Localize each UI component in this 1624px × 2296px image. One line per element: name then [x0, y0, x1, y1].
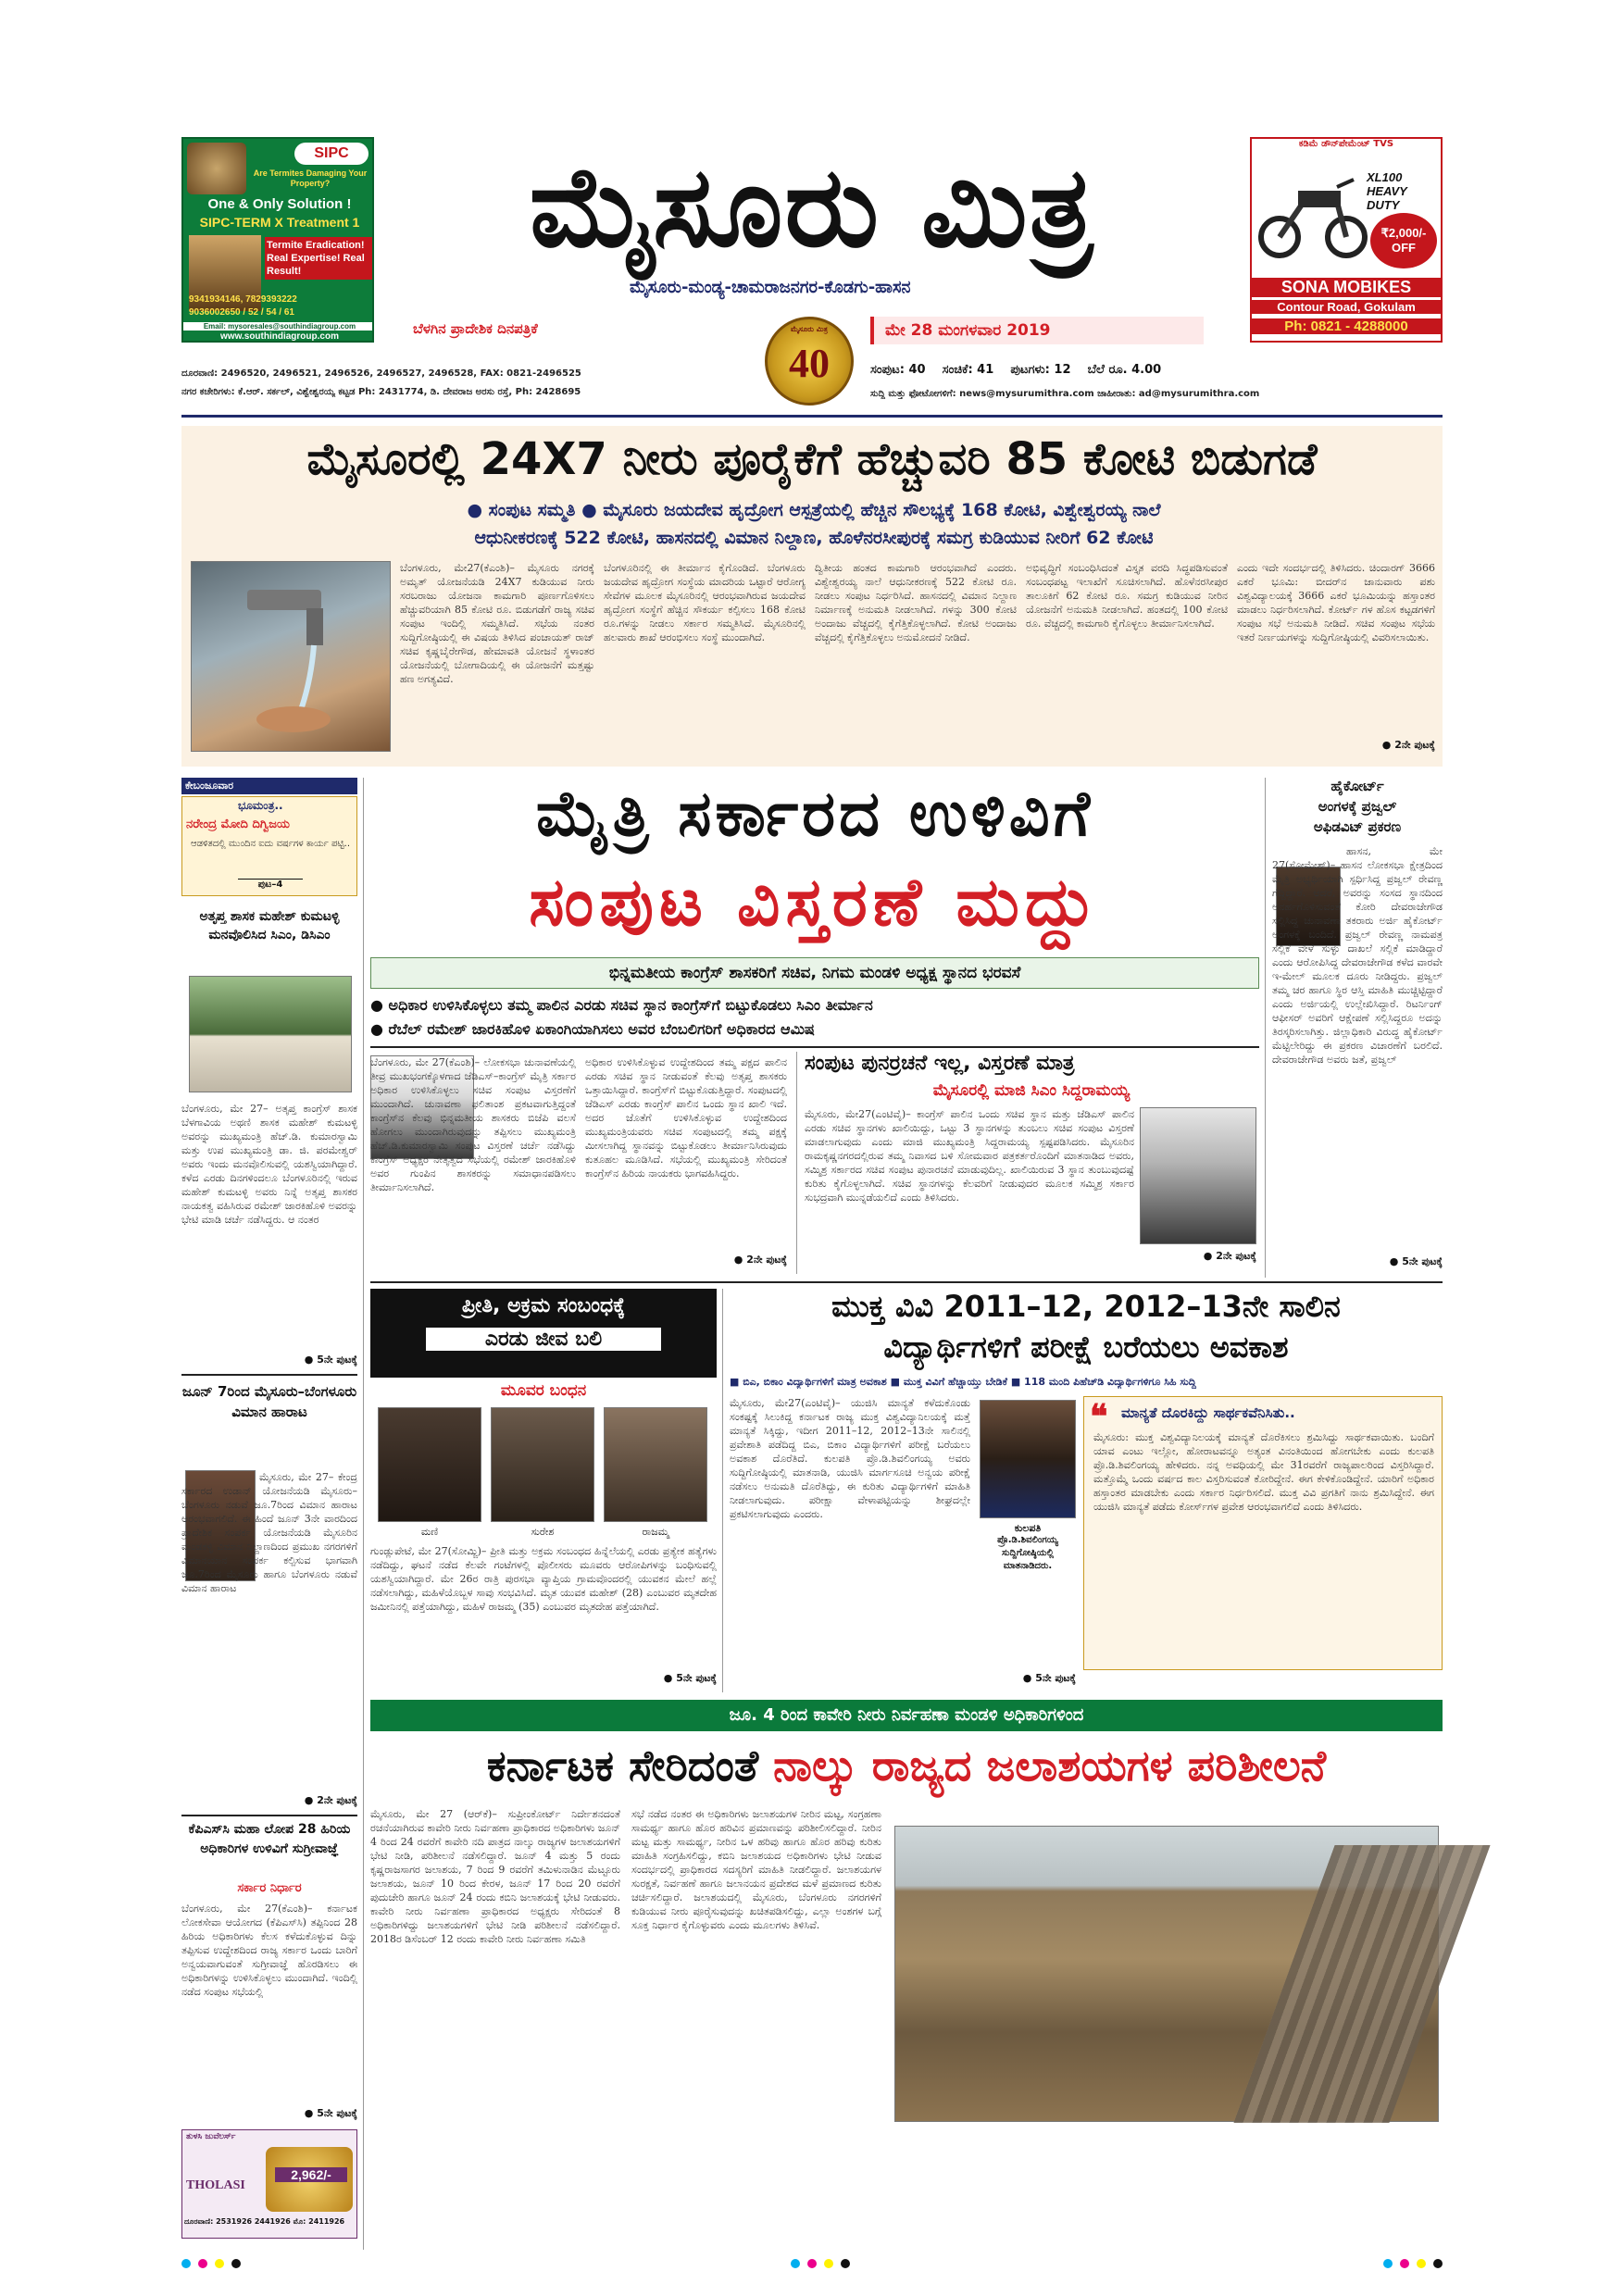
exam-headline-2: ವಿದ್ಯಾರ್ಥಿಗಳಿಗೆ ಪರೀಕ್ಷೆ ಬರೆಯಲು ಅವಕಾಶ [883, 1329, 1289, 1365]
prajwal-continued[interactable]: ● 5ನೇ ಪುಟಕ್ಕೆ [1389, 1255, 1443, 1267]
sidebar-story2-title: ಜೂನ್ 7ರಿಂದ ಮೈಸೂರು–ಬೆಂಗಳೂರು ವಿಮಾನ ಹಾರಾಟ [181, 1383, 357, 1420]
quote-mark-icon: ❝ [1090, 1397, 1108, 1436]
masthead-rule [181, 415, 1443, 418]
ad-sipc-email: Email: mysoresales@southindiagroup.com [183, 322, 374, 331]
prajwal-kicker-2: ಅಂಗಳಕ್ಕೆ ಪ್ರಜ್ವಲ್ [1318, 798, 1397, 815]
registration-dot-icon [1400, 2259, 1409, 2268]
siddaramaiah-photo [1140, 1107, 1256, 1244]
main-headline-1: ಮೈತ್ರಿ ಸರ್ಕಾರದ ಉಳಿವಿಗೆ [535, 778, 1094, 851]
ad-sona-top: ಕಡಿಮೆ ಡೌನ್‌ಪೇಮೆಂಟ್ TVS [1252, 139, 1441, 149]
crime-vertical-rule [722, 1289, 723, 1692]
siddaramaiah-title: ಸಂಪುಟ ಪುನರ್ರಚನೆ ಇಲ್ಲ, ವಿಸ್ತರಣೆ ಮಾತ್ರ [805, 1052, 1075, 1075]
issue-date: ಮೇ 28 ಮಂಗಳವಾರ 2019 [885, 321, 1051, 340]
prajwal-kicker-3: ಅಫಿಡವಿಟ್ ಪ್ರಕರಣ [1313, 818, 1402, 835]
volume: ಸಂಪುಟ: 40 [870, 363, 926, 377]
crime-photo-3 [604, 1407, 707, 1522]
crime-headline-1: ಪ್ರೀತಿ, ಅಕ್ರಮ ಸಂಬಂಧಕ್ಕೆ [461, 1294, 626, 1317]
sidebar-story3-title: ಕೆಪಿಎಸ್‌ಸಿ ಮಹಾ ಲೋಪ 28 ಹಿರಿಯ ಅಧಿಕಾರಿಗಳ ಉಳಿವಿಗೆ ಸುಗ್ರೀವಾಜ್ಞೆ [188, 1822, 351, 1856]
exam-story [730, 1289, 1443, 1692]
masthead-regions: ಮೈಸೂರು-ಮಂಡ್ಯ-ಚಾಮರಾಜನಗರ-ಕೊಡಗು-ಹಾಸನ [630, 278, 911, 297]
lead-col-3: ದ್ವಿತೀಯ ಹಂತದ ಕಾಮಗಾರಿ ಆರಂಭವಾಗಿದೆ ಎಂದರು. ವಿಶ್ವೇಶ್ವರಯ್ಯ ನಾಲೆ ಆಧುನೀಕರಣಕ್ಕೆ 522 ಕೋಟಿ ರೂ. ನೀಡಲು ಸಂಪುಟ ನಿರ್ಧರಿಸಿದೆ. ಹಾಸನದಲ್ಲಿ ವಿಮಾನ ನಿಲ್ದಾಣ ನಿರ್ಮಾಣಕ್ಕೆ ಅನುಮತಿ ನೀಡಲಾಗಿದೆ. ಗಳನ್ನು 300 ಕೋಟಿ ಅಂದಾಜು ವೆಚ್ಚದಲ್ಲಿ ಕೈಗೆತ್ತಿಕೊಳ್ಳಲಾಗಿದೆ. ಕೋಟಿ ಅಂದಾಜು ವೆಚ್ಚದಲ್ಲಿ ಕೈಗೆತ್ತಿಕೊಳ್ಳಲು ಅನುಮೋದನೆ ನೀಡಿದೆ. [815, 562, 1017, 643]
dry-reservoir-photo [894, 1826, 1439, 2122]
kaveri-body-1: ಮೈಸೂರು, ಮೇ 27 (ಆರ್‌ಕೆ)– ಸುಪ್ರೀಂಕೋರ್ಟ್ ನಿರ್ದೇಶನದಂತೆ ರಚನೆಯಾಗಿರುವ ಕಾವೇರಿ ನೀರು ನಿರ್ವಹಣಾ ಪ್ರಾಧಿಕಾರದ ಅಧಿಕಾರಿಗಳು ಜೂನ್ 4 ರಿಂದ 24 ರವರೆಗೆ ಕಾವೇರಿ ನದಿ ಪಾತ್ರದ ನಾಲ್ಕು ರಾಜ್ಯಗಳ ಜಲಾಶಯಗಳಿಗೆ ಭೇಟಿ ನೀಡಿ, ಪರಿಶೀಲನೆ ನಡೆಸಲಿದ್ದಾರೆ. ಜೂನ್ 4 ಮತ್ತು 5 ರಂದು ಕೃಷ್ಣರಾಜಸಾಗರ ಜಲಾಶಯ, 7 ರಿಂದ 9 ರವರೆಗೆ ತಮಿಳುನಾಡಿನ ಮೆಟ್ಟೂರು ಜಲಾಶಯ, ಜೂನ್ 10 ರಿಂದ ಕೇರಳ, ಜೂನ್ 17 ರಿಂದ 20 ರವರೆಗೆ ಪುದುಚೇರಿ ಹಾಗೂ ಜೂನ್ 24 ರಂದು ಕಬಿನಿ ಜಲಾಶಯಕ್ಕೆ ಭೇಟಿ ನೀಡುವರು. ಕಾವೇರಿ ನೀರು ನಿರ್ವಹಣಾ ಪ್ರಾಧಿಕಾರದ ಅಧ್ಯಕ್ಷರು ಸೇರಿದಂತೆ 8 ಅಧಿಕಾರಿಗಳಿದ್ದು ಜಲಾಶಯಗಳಿಗೆ ಭೇಟಿ ನೀಡಿ ಪರಿಶೀಲನೆ ನಡೆಸಲಿದ್ದಾರೆ. 2018ರ ಡಿಸೆಂಬರ್ 12 ರಂದು ಕಾವೇರಿ ನೀರು ನಿರ್ವಹಣಾ ಸಮಿತಿ [370, 1808, 620, 1945]
main-bullet-rule [370, 1046, 1259, 1048]
ad-sona-mobikes[interactable] [1250, 137, 1443, 343]
exam-vc-caption-1: ಕುಲಪತಿ [1014, 1522, 1042, 1534]
kaveri-headline [370, 1741, 1443, 1792]
sidebar-column-name: ಭೂಮಂತ್ರ.. [238, 799, 283, 812]
water-tap-icon [229, 580, 358, 738]
crime-headline-2: ಎರಡು ಜೀವ ಬಲಿ [426, 1328, 661, 1351]
sidebar-feature[interactable] [181, 796, 357, 896]
ad-sona-phone: Ph: 0821 - 4288000 [1252, 318, 1441, 334]
prajwal-body: ಹಾಸನ, ಮೇ 27(ಸೋಮೇಶ್)– ಹಾಸನ ಲೋಕಸಭಾ ಕ್ಷೇತ್ರದಿಂದ ಮೈತ್ರಿ ಅಭ್ಯರ್ಥಿಯಾಗಿ ಸ್ಪರ್ಧಿಸಿದ್ದ ಪ್ರಜ್ವಲ್ ರೇವಣ್ಣ ಗೆದ್ದಿದ್ದಾರೆ. ಆದರೆ, ಅವರನ್ನು ಸಂಸದ ಸ್ಥಾನದಿಂದ ಅನರ್ಹಗೊಳಿಸುವಂತೆ ಕೋರಿ ದೇವರಾಜೇಗೌಡ ಸಲ್ಲಿಸಿದ್ದ ಚುನಾವಣಾ ತಕರಾರು ಅರ್ಜಿ ಹೈಕೋರ್ಟ್ ಅಂಗಳಕ್ಕೆ ಬಂದಿದೆ. ಪ್ರಜ್ವಲ್ ರೇವಣ್ಣ ನಾಮಪತ್ರ ಸಲ್ಲಿಕೆ ವೇಳೆ ಸುಳ್ಳು ದಾಖಲೆ ಸಲ್ಲಿಕೆ ಮಾಡಿದ್ದಾರೆ ಎಂದು ಆರೋಪಿಸಿದ್ದ ದೇವರಾಜೇಗೌಡ ಕಳೆದ ವಾರವೇ ಇ-ಮೇಲ್ ಮೂಲಕ ದೂರು ನೀಡಿದ್ದರು. ಪ್ರಜ್ವಲ್ ತಮ್ಮ ಚರ ಹಾಗೂ ಸ್ಥಿರ ಆಸ್ತಿ ಮಾಹಿತಿ ಮುಚ್ಚಿಟ್ಟಿದ್ದಾರೆ ಎಂದು ಅರ್ಜಿಯಲ್ಲಿ ಉಲ್ಲೇಖಿಸಿದ್ದಾರೆ. ರಿಟರ್ನಿಂಗ್ ಆಫೀಸರ್ ಅವರಿಗೆ ಆಕ್ಷೇಪಣೆ ಸಲ್ಲಿಸಿದ್ದರೂ ಅದನ್ನು ತಿರಸ್ಕರಿಸಲಾಗಿತ್ತು. ಜಿಲ್ಲಾಧಿಕಾರಿ ವಿರುದ್ಧ ಹೈಕೋರ್ಟ್ ಮೆಟ್ಟಿಲೇರಿದ್ದು ಈ ಪ್ರಕರಣ ವಿಚಾರಣೆಗೆ ಬರಲಿದೆ. ದೇವರಾಜೇಗೌಡ ಅವರು ಜತೆ, ಪ್ರಜ್ವಲ್ [1272, 845, 1443, 1066]
sidebar-story2-continued[interactable]: ● 2ನೇ ಪುಟಕ್ಕೆ [304, 1794, 357, 1806]
main-headline-2: ಸಂಪುಟ ವಿಸ್ತರಣೆ ಮದ್ದು [529, 863, 1101, 941]
ad-sona-offer: ₹2,000/- OFF [1370, 213, 1437, 268]
ad-tholasi-name: THOLASI [186, 2178, 245, 2192]
lead-col-1: ಬೆಂಗಳೂರು, ಮೇ27(ಕೆಎಂಶಿ)– ಮೈಸೂರು ನಗರಕ್ಕೆ ಅಮೃತ್ ಯೋಜನೆಯಡಿ 24X7 ಕುಡಿಯುವ ನೀರು ಸರಬರಾಜು ಯೋಜನಾ ಕಾಮಗಾರಿ ಪೂರ್ಣಗೊಳಿಸಲು ಹೆಚ್ಚುವರಿಯಾಗಿ 85 ಕೋಟಿ ರೂ. ಬಿಡುಗಡೆಗೆ ರಾಜ್ಯ ಸಚಿವ ಸಂಪುಟ ಇಂದಿಲ್ಲಿ ಸಮ್ಮತಿಸಿದೆ. ಸಭೆಯ ನಂತರ ಸುದ್ದಿಗೋಷ್ಠಿಯಲ್ಲಿ ಈ ವಿಷಯ ತಿಳಿಸಿದ ಪಂಚಾಯತ್ ರಾಜ್ ಸಚಿವ ಕೃಷ್ಣಬೈರೇಗೌಡ, ಹೇಮಾವತಿ ಯೋಜನೆ ಸ್ಥಳಾಂತರ ಯೋಜನೆಯಲ್ಲಿ ಬೋಗಾದಿಯಲ್ಲಿ ಈ ಯೋಜನೆಗೆ ಮತ್ತಷ್ಟು ಹಣ ಅಗತ್ಯವಿದೆ. [400, 562, 594, 685]
sidebar-feature-title: ನರೇಂದ್ರ ಮೋದಿ ದಿಗ್ವಿಜಯ [186, 817, 290, 831]
left-sidebar [181, 778, 357, 2250]
ad-sipc-phone1: 9341934146, 7829393222 [189, 294, 297, 305]
sidebar-story1-photo [189, 976, 352, 1092]
lead-subhead-2: ಆಧುನೀಕರಣಕ್ಕೆ 522 ಕೋಟಿ, ಹಾಸನದಲ್ಲಿ ವಿಮಾನ ನಿಲ್ದಾಣ, ಹೊಳೆನರಸೀಪುರಕ್ಕೆ ಸಮಗ್ರ ಕುಡಿಯುವ ನೀರಿಗೆ 62 ಕೋಟಿ [474, 528, 1154, 548]
main-body-2: ಅಧಿಕಾರ ಉಳಿಸಿಕೊಳ್ಳುವ ಉದ್ದೇಶದಿಂದ ತಮ್ಮ ಪಕ್ಷದ ಪಾಲಿನ ಎರಡು ಸಚಿವ ಸ್ಥಾನ ನೀಡುವಂತೆ ಕೆಲವು ಅತೃಪ್ತ ಶಾಸಕರು ಒತ್ತಾಯಿಸಿದ್ದಾರೆ. ಕಾಂಗ್ರೆಸ್‌ಗೆ ಬಿಟ್ಟುಕೊಡುತ್ತಿದ್ದಾರೆ. ಸಂಪುಟದಲ್ಲಿ ಜೆಡಿಎಸ್ ಎರಡು ಕಾಂಗ್ರೆಸ್ ಪಾಲಿನ ಒಂದು ಸ್ಥಾನ ಖಾಲಿ ಇದೆ. ಅದರ ಜೊತೆಗೆ ಉಳಿಸಿಕೊಳ್ಳುವ ಉದ್ದೇಶದಿಂದ ಮುಖ್ಯಮಂತ್ರಿಯವರು ಸಚಿವ ಸಂಪುಟದಲ್ಲಿ ತಮ್ಮ ಪಕ್ಷಕ್ಕೆ ಮೀಸಲಾಗಿದ್ದ ಸ್ಥಾನವನ್ನು ಬಿಟ್ಟುಕೊಡಲು ತೀರ್ಮಾನಿಸಿರುವುದು ಕುತೂಹಲ ಮೂಡಿಸಿದೆ. ಸಭೆಯಲ್ಲಿ ಮುಖ್ಯಮಂತ್ರಿ ಸೇರಿದಂತೆ ಕಾಂಗ್ರೆಸ್‌ನ ಹಿರಿಯ ನಾಯಕರು ಭಾಗವಹಿಸಿದ್ದರು. [585, 1056, 787, 1179]
masthead [0, 0, 1624, 435]
volume-line [870, 363, 1426, 377]
ad-sona-shop: SONA MOBIKES [1252, 278, 1441, 297]
prajwal-kicker-1: ಹೈಕೋರ್ಟ್ [1330, 778, 1384, 794]
crime-caption-1: ಮಣಿ [420, 1526, 439, 1538]
ad-sipc-line1: Are Termites Damaging Your Property? [253, 168, 368, 188]
crime-story [370, 1289, 717, 1692]
prajwal-story [1272, 778, 1443, 1278]
ad-sipc-line3: SIPC-TERM X Treatment 1 [199, 215, 360, 230]
lead-continued[interactable]: ● 2ನೇ ಪುಟಕ್ಕೆ [1381, 739, 1435, 751]
lead-col-5: ಎಂದು ಇದೇ ಸಂದರ್ಭದಲ್ಲಿ ತಿಳಿಸಿದರು. ಚಿಂದಾರಗ್ 3666 ಎಕರೆ ಭೂಮಿ: ಬೀದರ್‌ನ ಜಾನುವಾರು ಪಶು ವಿಶ್ವವಿದ್ಯಾಲಯಕ್ಕೆ 3666 ಎಕರೆ ಭೂಮಿಯನ್ನು ಹಸ್ತಾಂತರ ಮಾಡಲು ನಿರ್ಧರಿಸಲಾಗಿದೆ. ಕೋರ್ಟ್ ಗಳ ಹೊಸ ಕಟ್ಟಡಗಳಿಗೆ ಸಂಪುಟ ಸಭೆ ಅನುಮತಿ ನೀಡಿದೆ. ಸಚಿವ ಸಂಪುಟ ಸಭೆಯ ಇತರೆ ನಿರ್ಣಯಗಳನ್ನು ಸುದ್ದಿಗೋಷ್ಠಿಯಲ್ಲಿ ವಿವರಿಸಲಾಯಿತು. [1237, 562, 1435, 643]
registration-dot-icon [231, 2259, 241, 2268]
ad-tholasi-offer: 2,962/- [275, 2167, 347, 2182]
kaveri-body-2: ಸಭೆ ನಡೆದ ನಂತರ ಈ ಅಧಿಕಾರಿಗಳು ಜಲಾಶಯಗಳ ನೀರಿನ ಮಟ್ಟ, ಸಂಗ್ರಹಣಾ ಸಾಮರ್ಥ್ಯ ಹಾಗೂ ಹೊರ ಹರಿವಿನ ಪ್ರಮಾಣವನ್ನು ಪರಿಶೀಲಿಸಲಿದ್ದಾರೆ. ನೀರಿನ ಮಟ್ಟ ಮತ್ತು ಸಾಮರ್ಥ್ಯ, ನೀರಿನ ಒಳ ಹರಿವು ಹಾಗೂ ಹೊರ ಹರಿವು ಕುರಿತು ಮಾಹಿತಿ ಸಂಗ್ರಹಿಸಲಿದ್ದು, ಕಬಿನಿ ಜಲಾಶಯದ ಅಧಿಕಾರಿಗಳು ಭೇಟಿ ನೀಡುವ ಸಂದರ್ಭದಲ್ಲಿ ಪ್ರಾಧಿಕಾರದ ಸದಸ್ಯರಿಗೆ ಮಾಹಿತಿ ನೀಡಲಿದ್ದಾರೆ. ಜಲಾಶಯಗಳ ಸುರಕ್ಷತೆ, ನಿರ್ವಹಣೆ ಹಾಗೂ ಜಲಾನಯನ ಪ್ರದೇಶದ ಮಳೆ ಪ್ರಮಾಣದ ಕುರಿತು ಚರ್ಚಿಸಲಿದ್ದಾರೆ. ಜಲಾಶಯದಲ್ಲಿ ಮೈಸೂರು, ಬೆಂಗಳೂರು ನಗರಗಳಿಗೆ ಕುಡಿಯುವ ನೀರು ಪೂರೈಸುವುದನ್ನು ಖಚಿತಪಡಿಸಲಿದ್ದು, ಎಲ್ಲಾ ಅಂಶಗಳ ಬಗ್ಗೆ ಸೂಕ್ತ ನಿರ್ಧಾರ ಕೈಗೊಳ್ಳುವರು ಎಂದು ಮೂಲಗಳು ತಿಳಿಸಿವೆ. [631, 1808, 881, 1931]
water-tap-photo [191, 561, 391, 752]
registration-dot-icon [841, 2259, 850, 2268]
siddaramaiah-sub: ಮೈಸೂರಲ್ಲಿ ಮಾಜಿ ಸಿಎಂ ಸಿದ್ದರಾಮಯ್ಯ [932, 1081, 1131, 1100]
ad-sona-bike [1257, 159, 1368, 261]
registration-dot-icon [791, 2259, 800, 2268]
price: ಬೆಲೆ ರೂ. 4.00 [1087, 363, 1162, 377]
crime-continued[interactable]: ● 5ನೇ ಪುಟಕ್ಕೆ [663, 1672, 717, 1684]
kaveri-headline-red: ನಾಲ್ಕು ರಾಜ್ಯದ ಜಲಾಶಯಗಳ ಪರಿಶೀಲನೆ [773, 1741, 1327, 1791]
lead-headline: ಮೈಸೂರಲ್ಲಿ 24X7 ನೀರು ಪೂರೈಕೆಗೆ ಹೆಚ್ಚುವರಿ 85 ಕೋಟಿ ಬಿಡುಗಡೆ [306, 433, 1318, 485]
issue-number: ಸಂಚಿಕೆ: 41 [942, 363, 994, 377]
masthead-tagline: ಬೆಳಗಿನ ಪ್ರಾದೇಶಿಕ ದಿನಪತ್ರಿಕೆ [413, 320, 538, 337]
lead-story [181, 426, 1443, 767]
office-addresses: ನಗರ ಕಚೇರಿಗಳು: ಕೆ.ಆರ್. ಸರ್ಕಲ್, ವಿಶ್ವೇಶ್ವರಯ್ಯ ಕಟ್ಟಡ Ph: 2431774, ಡಿ. ದೇವರಾಜ ಅರಸು ರಸ್ತೆ, Ph: 2428695 [181, 387, 581, 397]
sidebar-divider-1 [181, 1374, 357, 1376]
kaveri-story [370, 1700, 1443, 2250]
registration-dot-icon [807, 2259, 817, 2268]
crime-caption-2: ಸುರೇಶ [531, 1526, 555, 1538]
sidebar-feature-sub: ಆಡಳಿತದಲ್ಲಿ ಮುಂದಿನ ಐದು ವರ್ಷಗಳ ಕಾರ್ಯ ಪಟ್ಟಿ.. [190, 839, 351, 849]
exam-vc-caption-2: ಪ್ರೊ.ಡಿ.ಶಿವಲಿಂಗಯ್ಯ [997, 1535, 1058, 1545]
exam-vc-caption-3: ಸುದ್ದಿಗೋಷ್ಠಿಯಲ್ಲಿ [1002, 1548, 1054, 1558]
main-body-1: ಬೆಂಗಳೂರು, ಮೇ 27(ಕೆಎಂಶಿ)– ಲೋಕಸಭಾ ಚುನಾವಣೆಯಲ್ಲಿ ತೀವ್ರ ಮುಖಭಂಗಕ್ಕೊಳಗಾದ ಜೆಡಿಎಸ್–ಕಾಂಗ್ರೆಸ್ ಮೈತ್ರಿ ಸರ್ಕಾರ ಅಧಿಕಾರ ಉಳಿಸಿಕೊಳ್ಳಲು ಸಚಿವ ಸಂಪುಟ ವಿಸ್ತರಣೆಗೆ ಮುಂದಾಗಿದೆ. ಚುನಾವಣಾ ಫಲಿತಾಂಶ ಪ್ರಕಟವಾಗುತ್ತಿದ್ದಂತೆ ಕಾಂಗ್ರೆಸ್‌ನ ಕೆಲವು ಭಿನ್ನಮತೀಯ ಶಾಸಕರು ಬಿಜೆಪಿ ವಲಸೆ ಹೋಗಲು ಮುಂದಾಗಿರುವುದನ್ನು ತಪ್ಪಿಸಲು ಮುಖ್ಯಮಂತ್ರಿ ಹೆಚ್.ಡಿ.ಕುಮಾರಸ್ವಾಮಿ ಸಂಪುಟ ವಿಸ್ತರಣೆ ಚರ್ಚೆ ನಡೆಸಿದ್ದು ಕಾಂಗ್ರೆಸ್ ಅಧ್ಯಕ್ಷರ ನೇತೃತ್ವದ ಸಭೆಯಲ್ಲಿ ರಮೇಶ್ ಜಾರಕಿಹೊಳಿ ಅವರ ಗುಂಪಿನ ಶಾಸಕರನ್ನು ಸಮಾಧಾನಪಡಿಸಲು ತೀರ್ಮಾನಿಸಲಾಗಿದೆ. [370, 1056, 576, 1193]
main-bullet-2: ● ರೆಬೆಲ್ ರಮೇಶ್ ಜಾರಕಿಹೊಳಿ ಏಕಾಂಗಿಯಾಗಿಸಲು ಅವರ ಬೆಂಬಲಿಗರಿಗೆ ಅಧಿಕಾರದ ಆಮಿಷ [370, 1020, 815, 1038]
registration-dot-icon [1433, 2259, 1443, 2268]
kaveri-headline-black: ಕರ್ನಾಟಕ ಸೇರಿದಂತೆ [486, 1741, 759, 1791]
siddaramaiah-continued[interactable]: ● 2ನೇ ಪುಟಕ್ಕೆ [1203, 1250, 1256, 1262]
sidebar-story2-body: ಮೈಸೂರು, ಮೇ 27– ಕೇಂದ್ರ ಸರ್ಕಾರದ ಉಡಾನ್ ಯೋಜನೆಯಡಿ ಮೈಸೂರು–ಬೆಂಗಳೂರು ನಡುವೆ ಜೂ.7ರಿಂದ ವಿಮಾನ ಹಾರಾಟ ಆರಂಭವಾಗಲಿದೆ. ಈ ಹಿಂದೆ ಜೂನ್ 3ನೇ ವಾರದಿಂದ ಪ್ರಾದೇಶಿಕ ಸಂಪರ್ಕ ಯೋಜನೆಯಡಿ ಮೈಸೂರಿನ ಮಂಡಕಳ್ಳಿ ವಿಮಾನ ನಿಲ್ದಾಣದಿಂದ ಪ್ರಮುಖ ನಗರಗಳಿಗೆ ವಿಮಾನಯಾನ ಸಂಪರ್ಕ ಕಲ್ಪಿಸುವ ಭಾಗವಾಗಿ ಜೂ.7ರಿಂದ ಮೈಸೂರು ಹಾಗೂ ಬೆಂಗಳೂರು ನಡುವೆ ವಿಮಾನ ಹಾರಾಟ [181, 1471, 357, 1594]
ad-tholasi-top: ತುಳಸಿ ಜುವೆಲರ್ಸ್ [186, 2132, 236, 2141]
ad-sipc-brand: SIPC [294, 143, 369, 165]
registration-dot-icon [215, 2259, 224, 2268]
main-story [370, 778, 1259, 1278]
sidebar-story1-body: ಬೆಂಗಳೂರು, ಮೇ 27– ಅತೃಪ್ತ ಕಾಂಗ್ರೆಸ್ ಶಾಸಕ ಬೆಳಗಾವಿಯ ಅಥಣಿ ಶಾಸಕ ಮಹೇಶ್ ಕುಮಟಳ್ಳಿ ಅವರನ್ನು ಮುಖ್ಯಮಂತ್ರಿ ಹೆಚ್.ಡಿ. ಕುಮಾರಸ್ವಾಮಿ ಮತ್ತು ಉಪ ಮುಖ್ಯಮಂತ್ರಿ ಡಾ. ಜಿ. ಪರಮೇಶ್ವರ್ ಅವರು ಇಂದು ಮನವೊಲಿಸುವಲ್ಲಿ ಯಶಸ್ವಿಯಾಗಿದ್ದಾರೆ. ಕಳೆದ ಎರಡು ದಿನಗಳಿಂದಲೂ ಬೆಂಗಳೂರಿನಲ್ಲಿ ಇರುವ ಮಹೇಶ್ ಕುಮಟಳ್ಳಿ ಅವರು ನಿನ್ನೆ ಅತೃಪ್ತ ಶಾಸಕರ ನಾಯಕತ್ವ ವಹಿಸಿರುವ ರಮೇಶ್ ಜಾರಕಿಹೊಳಿ ಅವರನ್ನು ಭೇಟಿ ಮಾಡಿ ಚರ್ಚೆ ನಡೆಸಿದ್ದರು. ಆ ನಂತರ [181, 1103, 357, 1226]
newspaper-title: ಮೈಸೂರು ಮಿತ್ರ [529, 144, 1095, 272]
registration-dot-icon [824, 2259, 833, 2268]
crime-sub: ಮೂವರ ಬಂಧನ [500, 1381, 587, 1400]
registration-dot-icon [1383, 2259, 1393, 2268]
main-body-continued[interactable]: ● 2ನೇ ಪುಟಕ್ಕೆ [733, 1254, 787, 1266]
siddaramaiah-body: ಮೈಸೂರು, ಮೇ27(ಎಂಟಿವೈ)– ಕಾಂಗ್ರೆಸ್ ಪಾಲಿನ ಒಂದು ಸಚಿವ ಸ್ಥಾನ ಮತ್ತು ಜೆಡಿಎಸ್ ಪಾಲಿನ ಎರಡು ಸಚಿವ ಸ್ಥಾನಗಳು ಖಾಲಿಯಿದ್ದು, ಒಟ್ಟು 3 ಸ್ಥಾನಗಳನ್ನು ತುಂಬಲು ಸಚಿವ ಸಂಪುಟ ವಿಸ್ತರಣೆ ಮಾಡಲಾಗುವುದು ಎಂದು ಮಾಜಿ ಮುಖ್ಯಮಂತ್ರಿ ಸಿದ್ದರಾಮಯ್ಯ ಸ್ಪಷ್ಟಪಡಿಸಿದರು. ಮೈಸೂರಿನ ರಾಮಕೃಷ್ಣನಗರದಲ್ಲಿರುವ ತಮ್ಮ ನಿವಾಸದ ಬಳಿ ಸೋಮವಾರ ಪತ್ರಕರ್ತರೊಂದಿಗೆ ಮಾತನಾಡಿದ ಅವರು, ಸಮ್ಮಿಶ್ರ ಸರ್ಕಾರದ ಸಚಿವ ಸಂಪುಟ ಪುನಾರಚನೆ ಮಾಡುವುದಿಲ್ಲ. ಖಾಲಿಯಿರುವ 3 ಸ್ಥಾನ ತುಂಬುವುದಷ್ಟೆ ಕುರಿತು ಕೈಗೊಳ್ಳಲಾಗಿದೆ. ಸಚಿವ ಸ್ಥಾನಗಳನ್ನು ಕೆಲವರಿಗೆ ನೀಡುವುದರ ಮೂಲಕ ಸಮ್ಮಿಶ್ರ ಸರ್ಕಾರ ಸುಭದ್ರವಾಗಿ ಮುನ್ನಡೆಯಲಿದೆ ಎಂದು ತಿಳಿಸಿದರು. [805, 1108, 1134, 1204]
sidebar-vertical-rule [363, 778, 364, 2250]
sidebar-story1-continued[interactable]: ● 5ನೇ ಪುಟಕ್ಕೆ [304, 1354, 357, 1366]
ad-sona-model: XL100 HEAVY DUTY [1367, 170, 1407, 212]
crime-photo-1 [378, 1407, 481, 1522]
exam-quote-body: ಮೈಸೂರು: ಮುಕ್ತ ವಿಶ್ವವಿದ್ಯಾನಿಲಯಕ್ಕೆ ಮಾನ್ಯತೆ ದೊರೆಕಿಸಲು ಶ್ರಮಿಸಿದ್ದು ಸಾರ್ಥಕವಾಯಿತು. ಬಂದಿಗೆ ಯಾವ ಎಂಟು ಇಲ್ಲೋ, ಹೋರಾಟವನ್ನೂ ಅತ್ಯಂತ ವಿನಂತಿಯಿಂದ ಹೋಗಬೇಕು ಎಂದು ಕುಲಪತಿ ಪ್ರೊ.ಡಿ.ಶಿವಲಿಂಗಯ್ಯ ಹೇಳಿದರು. ನನ್ನ ಅವಧಿಯಲ್ಲಿ ಮೇ 31ರವರೆಗೆ ರಾಜ್ಯಪಾಲರಿಂದ ವಿಸ್ತರಿಸಿದ್ದಾರೆ. ಮತ್ತೊಮ್ಮೆ ಒಂದು ವರ್ಷದ ಕಾಲ ವಿಸ್ತರಿಸುವಂತೆ ಕೋರಿದ್ದೇನೆ. ಈಗ ಕೇಳಿಕೊಂಡಿದ್ದೇನೆ. ಯಾರಿಗೆ ಅಧಿಕಾರ ಹಸ್ತಾಂತರ ಮಾಡಬೇಕು ಎಂದು ಸರ್ಕಾರ ನಿರ್ಧರಿಸಲಿದೆ. ಮುಕ್ತ ವಿವಿ ಪ್ರಗತಿಗೆ ನಾನು ಶ್ರಮಿಸಿದ್ದೇನೆ. ಈಗ ಯುಜಿಸಿ ಮಾನ್ಯತೆ ಪಡೆದು ಕೋರ್ಸ್‌ಗಳ ಪ್ರವೇಶ ಆರಂಭವಾಗಲಿದೆ ಎಂದು ತಿಳಿಸಿದರು. [1093, 1431, 1434, 1513]
anniversary-number: 40 [789, 341, 830, 386]
siddaramaiah-box [796, 1052, 1259, 1274]
exam-vc-caption-4: ಮಾತನಾಡಿದರು. [1003, 1561, 1053, 1571]
reservoir-dam-wall [1233, 1845, 1490, 2123]
date-bar [870, 317, 1204, 344]
exam-continued[interactable]: ● 5ನೇ ಪುಟಕ್ಕೆ [1022, 1672, 1076, 1684]
lead-subhead-1: ● ಸಂಪುಟ ಸಮ್ಮತಿ ● ಮೈಸೂರು ಜಯದೇವ ಹೃದ್ರೋಗ ಆಸ್ಪತ್ರೆಯಲ್ಲಿ ಹೆಚ್ಚಿನ ಸೌಲಭ್ಯಕ್ಕೆ 168 ಕೋಟಿ, ವಿಶ್ವೇಶ್ವರಯ್ಯ ನಾಲೆ [467, 500, 1161, 520]
contact-emails[interactable]: ಸುದ್ದಿ ಮತ್ತು ಫೋಟೋಗಳಿಗೆ: news@mysurumithra.com ಜಾಹೀರಾತು: ad@mysurumithra.com [870, 389, 1260, 399]
ad-sona-address: Contour Road, Gokulam [1252, 300, 1441, 314]
exam-quote-box [1083, 1396, 1443, 1670]
sidebar-story3-sub: ಸರ್ಕಾರ ನಿರ್ಧಾರ [237, 1881, 302, 1895]
registration-dot-icon [181, 2259, 191, 2268]
sidebar-story3-continued[interactable]: ● 5ನೇ ಪುಟಕ್ಕೆ [304, 2107, 357, 2119]
page-count: ಪುಟಗಳು: 12 [1010, 363, 1071, 377]
sidebar-story3-body: ಬೆಂಗಳೂರು, ಮೇ 27(ಕೆಎಂಶಿ)– ಕರ್ನಾಟಕ ಲೋಕಸೇವಾ ಆಯೋಗದ (ಕೆಪಿಎಸ್‌ಸಿ) ತಪ್ಪಿನಿಂದ 28 ಹಿರಿಯ ಅಧಿಕಾರಿಗಳು ಕೆಲಸ ಕಳೆದುಕೊಳ್ಳುವ ದಿನ್ನು ತಪ್ಪಿಸುವ ಉದ್ದೇಶದಿಂದ ರಾಜ್ಯ ಸರ್ಕಾರ ಒಂದು ಬಾರಿಗೆ ಅನ್ವಯವಾಗುವಂತೆ ಸುಗ್ರೀವಾಜ್ಞೆ ಹೊರಡಿಸಲು ಈ ಅಧಿಕಾರಿಗಳನ್ನು ಉಳಿಸಿಕೊಳ್ಳಲು ಮುಂದಾಗಿದೆ. ಇಂದಿಲ್ಲಿ ನಡೆದ ಸಂಪುಟ ಸಭೆಯಲ್ಲಿ [181, 1903, 357, 1998]
exam-strap: ■ ಬಿಎ, ಬಿಕಾಂ ವಿದ್ಯಾರ್ಥಿಗಳಿಗೆ ಮಾತ್ರ ಅವಕಾಶ ■ ಮುಕ್ತ ವಿವಿಗೆ ಹೆಚ್ಚಾಯ್ತು ಬೇಡಿಕೆ ■ 118 ಮಂದಿ ಪಿಹೆಚ್‌ಡಿ ವಿದ್ಯಾರ್ಥಿಗಳಿಗೂ ಸಿಹಿ ಸುದ್ದಿ [730, 1376, 1196, 1388]
sidebar-day-label: ಕೇಬಂಜೂವಾರ [181, 778, 357, 794]
exam-headline-1: ಮುಕ್ತ ವಿವಿ 2011–12, 2012–13ನೇ ಸಾಲಿನ [831, 1289, 1341, 1324]
crime-body: ಗುಂಡ್ಲುಪೇಟೆ, ಮೇ 27(ಸೋಮ್ಜಿ)– ಪ್ರೀತಿ ಮತ್ತು ಅಕ್ರಮ ಸಂಬಂಧದ ಹಿನ್ನೆಲೆಯಲ್ಲಿ ಎರಡು ಪ್ರತ್ಯೇಕ ಹತ್ಯೆಗಳು ನಡೆದಿದ್ದು, ಘಟನೆ ನಡೆದ ಕೆಲವೇ ಗಂಟೆಗಳಲ್ಲಿ ಪೊಲೀಸರು ಮೂವರು ಆರೋಪಿಗಳನ್ನು ಬಂಧಿಸುವಲ್ಲಿ ಯಶಸ್ವಿಯಾಗಿದ್ದಾರೆ. ಮೇ 26ರ ರಾತ್ರಿ ಪುರಸಭಾ ವ್ಯಾಪ್ತಿಯ ಗ್ರಾಮವೊಂದರಲ್ಲಿ ಯುವಕನ ಮೇಲೆ ಹಲ್ಲೆ ನಡೆಸಲಾಗಿದ್ದು, ಮಹಿಳೆಯೊಬ್ಬಳ ಸಾವು ಸಂಭವಿಸಿದೆ. ಮೃತ ಯುವಕ ಮಹೇಶ್ (28) ಎಂಬುವರ ಮೃತದೇಹ ಜಮೀನಿನಲ್ಲಿ ಪತ್ತೆಯಾಗಿದ್ದು, ಮಹಿಳೆ ರಾಜಮ್ಮ (35) ಎಂಬುವರ ಮೃತದೇಹ ಪತ್ತೆಯಾಗಿದೆ. [370, 1545, 717, 1613]
anniversary-label: ಮೈಸೂರು ಮಿತ್ರ [791, 325, 828, 333]
exam-vc-photo [980, 1400, 1076, 1518]
right-col-rule [1265, 778, 1266, 1278]
motorcycle-icon [1257, 159, 1368, 261]
sidebar-feature-page: ಪುಟ–4 [238, 879, 303, 890]
sidebar-divider-2 [181, 1815, 357, 1816]
crime-caption-3: ರಾಜಮ್ಮ [642, 1526, 669, 1538]
ad-sipc[interactable] [181, 137, 374, 343]
main-strap: ಭಿನ್ನಮತೀಯ ಕಾಂಗ್ರೆಸ್ ಶಾಸಕರಿಗೆ ಸಚಿವ, ನಿಗಮ ಮಂಡಳಿ ಅಧ್ಯಕ್ಷ ಸ್ಥಾನದ ಭರವಸೆ [370, 957, 1259, 989]
registration-dot-icon [1417, 2259, 1426, 2268]
ad-sipc-web[interactable]: www.southindiagroup.com [220, 331, 339, 342]
ad-sipc-line4: Termite Eradication! Real Expertise! Real Result! [265, 237, 372, 280]
contact-phones: ದೂರವಾಣಿ: 2496520, 2496521, 2496526, 2496527, 2496528, FAX: 0821-2496525 [181, 368, 581, 379]
ad-sipc-phone2: 9036002650 / 52 / 54 / 61 [189, 307, 294, 318]
sidebar-story1-title: ಅತೃಪ್ತ ಶಾಸಕ ಮಹೇಶ್ ಕುಮಟಳ್ಳಿ ಮನವೊಲಿಸಿದ ಸಿಎಂ, ಡಿಸಿಎಂ [199, 909, 340, 942]
main-bullet-1: ● ಅಧಿಕಾರ ಉಳಿಸಿಕೊಳ್ಳಲು ತಮ್ಮ ಪಾಲಿನ ಎರಡು ಸಚಿವ ಸ್ಥಾನ ಕಾಂಗ್ರೆಸ್‌ಗೆ ಬಿಟ್ಟುಕೊಡಲು ಸಿಎಂ ತೀರ್ಮಾನ [370, 996, 873, 1014]
exam-quote-title: ಮಾನ್ಯತೆ ದೊರಕಿದ್ದು ಸಾರ್ಥಕವೆನಿಸಿತು.. [1121, 1404, 1295, 1421]
exam-body: ಮೈಸೂರು, ಮೇ27(ಎಂಟಿವೈ)– ಯುಜಿಸಿ ಮಾನ್ಯತೆ ಕಳೆದುಕೊಂಡು ಸಂಕಷ್ಟಕ್ಕೆ ಸಿಲುಕಿದ್ದ ಕರ್ನಾಟಕ ರಾಜ್ಯ ಮುಕ್ತ ವಿಶ್ವವಿದ್ಯಾನಿಲಯಕ್ಕೆ ಮತ್ತೆ ಮಾನ್ಯತೆ ಸಿಕ್ಕಿದ್ದು, ಇದೀಗ 2011–12, 2012–13ನೇ ಸಾಲಿನಲ್ಲಿ ಪ್ರವೇಶಾತಿ ಪಡೆದಿದ್ದ ಬಿಎ, ಬಿಕಾಂ ವಿದ್ಯಾರ್ಥಿಗಳಿಗೆ ಪರೀಕ್ಷೆ ಬರೆಯಲು ಅವಕಾಶ ದೊರೆತಿದೆ. ಕುಲಪತಿ ಪ್ರೊ.ಡಿ.ಶಿವಲಿಂಗಯ್ಯ ಅವರು ಸುದ್ದಿಗೋಷ್ಠಿಯಲ್ಲಿ ಮಾತನಾಡಿ, ಯುಜಿಸಿ ಮಾರ್ಗಸೂಚಿ ಅನ್ವಯ ಪರೀಕ್ಷೆ ನಡೆಸಲು ಅನುಮತಿ ದೊರೆತಿದ್ದು, ಈ ಕುರಿತು ವಿದ್ಯಾರ್ಥಿಗಳಿಗೆ ಮಾಹಿತಿ ನೀಡಲಾಗುವುದು. ಪರೀಕ್ಷಾ ವೇಳಾಪಟ್ಟಿಯನ್ನು ಶೀಘ್ರದಲ್ಲೇ ಪ್ರಕಟಿಸಲಾಗುವುದು ಎಂದರು. [730, 1397, 970, 1520]
registration-dot-icon [198, 2259, 207, 2268]
kaveri-strap: ಜೂ. 4 ರಿಂದ ಕಾವೇರಿ ನೀರು ನಿರ್ವಹಣಾ ಮಂಡಳಿ ಅಧಿಕಾರಿಗಳಿಂದ [370, 1700, 1443, 1731]
ad-tholasi-phone: ದೂರವಾಣಿ: 2531926 2441926 ಮೊ: 2411926 [184, 2217, 345, 2226]
mid-rule [370, 1281, 1443, 1283]
crime-photo-2 [491, 1407, 594, 1522]
lead-col-4: ಅಭಿವೃದ್ಧಿಗೆ ಸಂಬಂಧಿಸಿದಂತೆ ವಿಸ್ತೃತ ವರದಿ ಸಿದ್ಧಪಡಿಸುವಂತೆ ಸಂಬಂಧಪಟ್ಟ ಇಲಾಖೆಗೆ ಸೂಚಿಸಲಾಗಿದೆ. ಹೊಳೆನರಸೀಪುರ ತಾಲೂಕಿಗೆ 62 ಕೋಟಿ ರೂ. ಸಮಗ್ರ ಕುಡಿಯುವ ನೀರಿನ ಯೋಜನೆಗೆ ಅನುಮತಿ ನೀಡಲಾಗಿದೆ. ಹಂತದಲ್ಲಿ 100 ಕೋಟಿ ರೂ. ವೆಚ್ಚದಲ್ಲಿ ಕಾಮಗಾರಿ ಕೈಗೊಳ್ಳಲು ತೀರ್ಮಾನಿಸಲಾಗಿದೆ. [1026, 562, 1228, 630]
lead-col-2: ಬೆಂಗಳೂರಿನಲ್ಲಿ ಈ ತೀರ್ಮಾನ ಕೈಗೊಂಡಿದೆ. ಬೆಂಗಳೂರು ಜಯದೇವ ಹೃದ್ರೋಗ ಸಂಸ್ಥೆಯ ಮಾದರಿಯ ಒಟ್ಟಾರೆ ಆರೋಗ್ಯ ಸೇವೆಗಳ ಮೂಲಕ ಮೈಸೂರಿನಲ್ಲಿ ಆರಂಭವಾಗಿರುವ ಜಯದೇವ ಹೃದ್ರೋಗ ಸಂಸ್ಥೆಗೆ ಹೆಚ್ಚಿನ ಸೌಕರ್ಯ ಕಲ್ಪಿಸಲು 168 ಕೋಟಿ ರೂ.ಗಳನ್ನು ನೀಡಲು ಸರ್ಕಾರ ಸಮ್ಮತಿಸಿದೆ. ಮೈಸೂರಿನಲ್ಲಿ ಹಲವಾರು ಶಾಖೆ ಆರಂಭಿಸಲು ಸಂಸ್ಥೆ ಮುಂದಾಗಿದೆ. [604, 562, 806, 643]
ad-sipc-photo [187, 143, 246, 194]
ad-tholasi[interactable] [181, 2129, 357, 2239]
crime-headline-box [370, 1289, 717, 1378]
ad-sipc-line2: One & Only Solution ! [207, 196, 352, 212]
